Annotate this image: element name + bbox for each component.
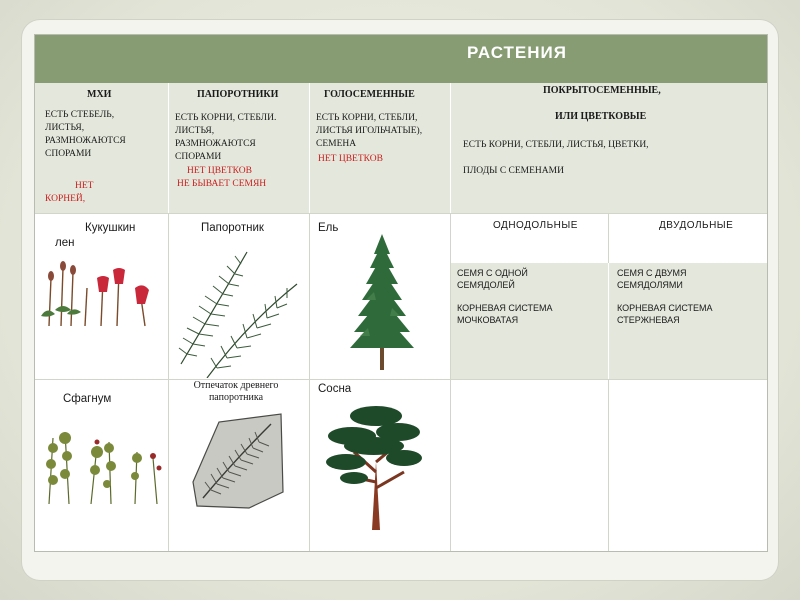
gymnosperms-header: ГОЛОСЕМЕННЫЕ <box>324 89 415 100</box>
dicots-seed-info: СЕМЯ С ДВУМЯ СЕМЯДОЛЯМИ <box>617 268 687 290</box>
angiosperms-traits-line1: ЕСТЬ КОРНИ, СТЕБЛИ, ЛИСТЬЯ, ЦВЕТКИ, <box>463 140 649 150</box>
sphagnum-moss-image <box>39 428 169 506</box>
fern-example-name-1: Папоротник <box>201 222 264 234</box>
fern-image <box>177 244 303 378</box>
angiosperms-header-line2: ИЛИ ЦВЕТКОВЫЕ <box>555 111 647 122</box>
mosses-description-cell <box>35 83 169 213</box>
monocots-root-info: КОРНЕВАЯ СИСТЕМА МОЧКОВАТАЯ <box>457 303 553 325</box>
fern-example-cell-1 <box>169 213 310 379</box>
plants-table <box>34 34 768 552</box>
monocots-name: ОДНОДОЛЬНЫЕ <box>493 220 578 231</box>
dicots-details-cell <box>609 263 767 379</box>
angiosperms-header-line1: ПОКРЫТОСЕМЕННЫЕ, <box>543 85 661 96</box>
dicots-root-info: КОРНЕВАЯ СИСТЕМА СТЕРЖНЕВАЯ <box>617 303 713 325</box>
fern-example-name-2: Отпечаток древнего папоротника <box>193 380 279 403</box>
moss-example-cell-1 <box>35 213 169 379</box>
gymnosperm-example-cell-1 <box>310 213 451 379</box>
ferns-traits: ЕСТЬ КОРНИ, СТЕБЛИ. ЛИСТЬЯ, РАЗМНОЖАЮТСЯ СПОРАМИ <box>175 113 277 162</box>
dicots-header-cell <box>609 213 767 263</box>
monocots-header-cell <box>451 213 609 263</box>
ferns-header: ПАПОРОТНИКИ <box>197 89 279 100</box>
moss-example-name-2: Сфагнум <box>63 393 112 405</box>
mosses-header: МХИ <box>87 89 112 100</box>
angiosperms-description-cell <box>451 83 767 213</box>
pine-tree-image <box>324 402 424 530</box>
gymnosperm-example-name-2: Сосна <box>318 383 352 395</box>
mosses-missing-traits: НЕТ КОРНЕЙ, <box>45 181 94 204</box>
fern-example-cell-2 <box>169 379 310 551</box>
haircap-moss-image <box>41 258 163 330</box>
moss-example-name-1: Кукушкин лен <box>55 222 136 249</box>
monocots-empty-cell <box>451 379 609 551</box>
angiosperms-traits-line2: ПЛОДЫ С СЕМЕНАМИ <box>463 166 564 176</box>
mosses-traits: ЕСТЬ СТЕБЕЛЬ, ЛИСТЬЯ, РАЗМНОЖАЮТСЯ СПОРАМИ <box>45 110 126 159</box>
gymnosperms-missing-traits: НЕТ ЦВЕТКОВ <box>318 154 383 164</box>
monocots-details-cell <box>451 263 609 379</box>
table-header-band <box>35 35 767 83</box>
monocots-seed-info: СЕМЯ С ОДНОЙ СЕМЯДОЛЕЙ <box>457 268 528 290</box>
table-title: РАСТЕНИЯ <box>467 43 567 62</box>
spruce-tree-image <box>344 232 420 372</box>
ferns-description-cell <box>169 83 310 213</box>
ferns-missing-traits: НЕТ ЦВЕТКОВ НЕ БЫВАЕТ СЕМЯН <box>177 166 267 189</box>
moss-example-cell-2 <box>35 379 169 551</box>
gymnosperm-example-name-1: Ель <box>318 222 339 234</box>
dicots-empty-cell <box>609 379 767 551</box>
fossil-fern-imprint-image <box>189 412 285 510</box>
dicots-name: ДВУДОЛЬНЫЕ <box>659 220 734 231</box>
gymnosperms-traits: ЕСТЬ КОРНИ, СТЕБЛИ, ЛИСТЬЯ ИГОЛЬЧАТЫЕ), СЕМЕНА <box>316 113 423 149</box>
gymnosperms-description-cell <box>310 83 451 213</box>
gymnosperm-example-cell-2 <box>310 379 451 551</box>
